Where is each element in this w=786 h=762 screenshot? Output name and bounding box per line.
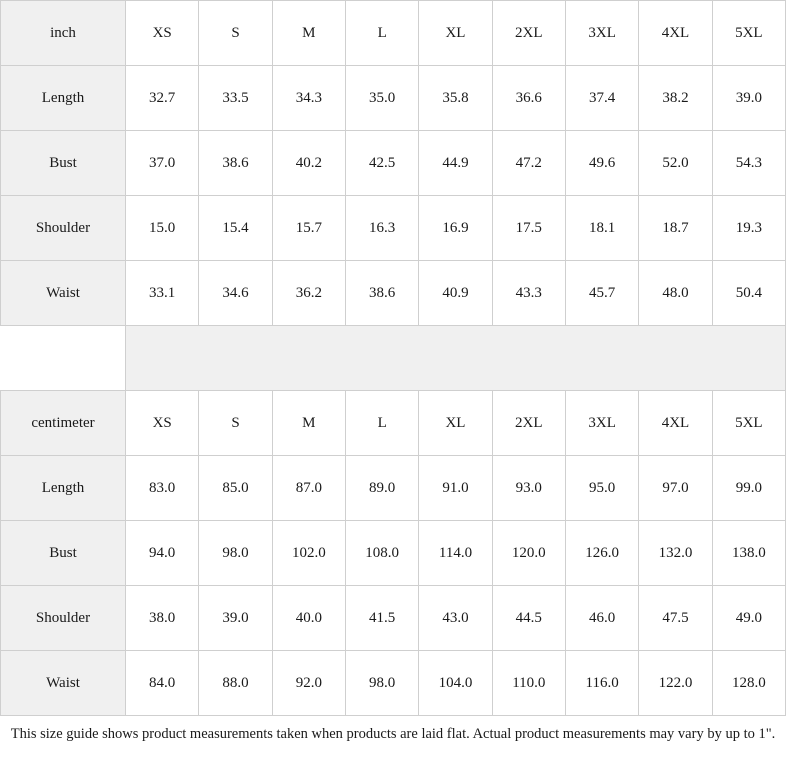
cell-shoulder-xl: 43.0: [419, 586, 492, 651]
cell-shoulder-m: 15.7: [272, 196, 345, 261]
column-header-5xl: 5XL: [712, 391, 785, 456]
cell-shoulder-2xl: 17.5: [492, 196, 565, 261]
cell-waist-l: 98.0: [345, 651, 418, 716]
cell-bust-3xl: 49.6: [565, 131, 638, 196]
separator-right: [125, 326, 786, 390]
cell-length-4xl: 97.0: [639, 456, 712, 521]
cell-bust-xl: 114.0: [419, 521, 492, 586]
cell-waist-xs: 33.1: [126, 261, 199, 326]
cell-shoulder-l: 16.3: [345, 196, 418, 261]
cell-shoulder-4xl: 47.5: [639, 586, 712, 651]
cell-bust-3xl: 126.0: [565, 521, 638, 586]
cell-shoulder-l: 41.5: [345, 586, 418, 651]
cell-bust-4xl: 52.0: [639, 131, 712, 196]
cell-shoulder-5xl: 19.3: [712, 196, 785, 261]
column-header-l: L: [345, 391, 418, 456]
column-header-xl: XL: [419, 1, 492, 66]
column-header-2xl: 2XL: [492, 391, 565, 456]
table-row: [1, 586, 786, 651]
column-header-xs: XS: [126, 391, 199, 456]
column-header-m: M: [272, 1, 345, 66]
table-row: [1, 196, 786, 261]
cell-bust-4xl: 132.0: [639, 521, 712, 586]
table-header-row: [1, 391, 786, 456]
cell-shoulder-2xl: 44.5: [492, 586, 565, 651]
column-header-3xl: 3XL: [565, 1, 638, 66]
cell-bust-xl: 44.9: [419, 131, 492, 196]
inch-size-table: [0, 0, 786, 326]
cell-waist-3xl: 116.0: [565, 651, 638, 716]
cell-waist-xl: 104.0: [419, 651, 492, 716]
table-row: [1, 261, 786, 326]
cell-length-3xl: 37.4: [565, 66, 638, 131]
cell-bust-2xl: 47.2: [492, 131, 565, 196]
cell-length-2xl: 93.0: [492, 456, 565, 521]
cell-bust-2xl: 120.0: [492, 521, 565, 586]
row-label-waist: Waist: [1, 651, 126, 716]
cell-length-m: 34.3: [272, 66, 345, 131]
cell-shoulder-xl: 16.9: [419, 196, 492, 261]
cell-length-s: 33.5: [199, 66, 272, 131]
column-header-4xl: 4XL: [639, 391, 712, 456]
cell-bust-m: 102.0: [272, 521, 345, 586]
cell-length-m: 87.0: [272, 456, 345, 521]
cell-shoulder-m: 40.0: [272, 586, 345, 651]
table-header-row: [1, 1, 786, 66]
row-label-bust: Bust: [1, 521, 126, 586]
column-header-xl: XL: [419, 391, 492, 456]
cell-length-5xl: 39.0: [712, 66, 785, 131]
separator-left: [0, 326, 125, 390]
table-row: [1, 66, 786, 131]
cell-length-l: 35.0: [345, 66, 418, 131]
cell-bust-l: 108.0: [345, 521, 418, 586]
table-separator-band: [0, 326, 786, 390]
cell-length-xl: 35.8: [419, 66, 492, 131]
cell-shoulder-xs: 15.0: [126, 196, 199, 261]
cell-waist-l: 38.6: [345, 261, 418, 326]
cell-length-xs: 32.7: [126, 66, 199, 131]
centimeter-size-table: [0, 390, 786, 716]
column-header-m: M: [272, 391, 345, 456]
cell-bust-xs: 94.0: [126, 521, 199, 586]
table-row: [1, 456, 786, 521]
column-header-5xl: 5XL: [712, 1, 785, 66]
cell-waist-2xl: 110.0: [492, 651, 565, 716]
size-guide-footnote: This size guide shows product measurements taken when products are laid flat. Actual product measurements may vary by up to 1".: [10, 726, 776, 742]
centimeter-table-wrapper: [0, 390, 786, 716]
row-label-length: Length: [1, 66, 126, 131]
cell-shoulder-3xl: 46.0: [565, 586, 638, 651]
inch-table-wrapper: [0, 0, 786, 326]
cell-shoulder-4xl: 18.7: [639, 196, 712, 261]
table-row: [1, 521, 786, 586]
cell-shoulder-s: 39.0: [199, 586, 272, 651]
cell-length-s: 85.0: [199, 456, 272, 521]
cell-shoulder-s: 15.4: [199, 196, 272, 261]
column-header-s: S: [199, 1, 272, 66]
cell-waist-5xl: 128.0: [712, 651, 785, 716]
table-row: [1, 131, 786, 196]
cell-length-xl: 91.0: [419, 456, 492, 521]
cell-waist-2xl: 43.3: [492, 261, 565, 326]
cell-waist-s: 88.0: [199, 651, 272, 716]
cell-bust-5xl: 54.3: [712, 131, 785, 196]
cell-length-2xl: 36.6: [492, 66, 565, 131]
row-label-length: Length: [1, 456, 126, 521]
cell-length-l: 89.0: [345, 456, 418, 521]
cell-waist-m: 92.0: [272, 651, 345, 716]
cell-bust-l: 42.5: [345, 131, 418, 196]
cell-length-5xl: 99.0: [712, 456, 785, 521]
cell-waist-xs: 84.0: [126, 651, 199, 716]
cell-waist-xl: 40.9: [419, 261, 492, 326]
cell-shoulder-3xl: 18.1: [565, 196, 638, 261]
cell-bust-5xl: 138.0: [712, 521, 785, 586]
column-header-3xl: 3XL: [565, 391, 638, 456]
row-label-shoulder: Shoulder: [1, 196, 126, 261]
cell-bust-xs: 37.0: [126, 131, 199, 196]
unit-label-inch: inch: [1, 1, 126, 66]
column-header-xs: XS: [126, 1, 199, 66]
cell-bust-s: 98.0: [199, 521, 272, 586]
cell-shoulder-xs: 38.0: [126, 586, 199, 651]
row-label-bust: Bust: [1, 131, 126, 196]
cell-waist-s: 34.6: [199, 261, 272, 326]
unit-label-centimeter: centimeter: [1, 391, 126, 456]
cell-shoulder-5xl: 49.0: [712, 586, 785, 651]
cell-waist-5xl: 50.4: [712, 261, 785, 326]
row-label-shoulder: Shoulder: [1, 586, 126, 651]
cell-waist-4xl: 122.0: [639, 651, 712, 716]
cell-waist-4xl: 48.0: [639, 261, 712, 326]
cell-waist-3xl: 45.7: [565, 261, 638, 326]
cell-length-xs: 83.0: [126, 456, 199, 521]
column-header-s: S: [199, 391, 272, 456]
cell-waist-m: 36.2: [272, 261, 345, 326]
column-header-l: L: [345, 1, 418, 66]
column-header-2xl: 2XL: [492, 1, 565, 66]
cell-length-4xl: 38.2: [639, 66, 712, 131]
table-row: [1, 651, 786, 716]
cell-length-3xl: 95.0: [565, 456, 638, 521]
cell-bust-m: 40.2: [272, 131, 345, 196]
column-header-4xl: 4XL: [639, 1, 712, 66]
cell-bust-s: 38.6: [199, 131, 272, 196]
row-label-waist: Waist: [1, 261, 126, 326]
